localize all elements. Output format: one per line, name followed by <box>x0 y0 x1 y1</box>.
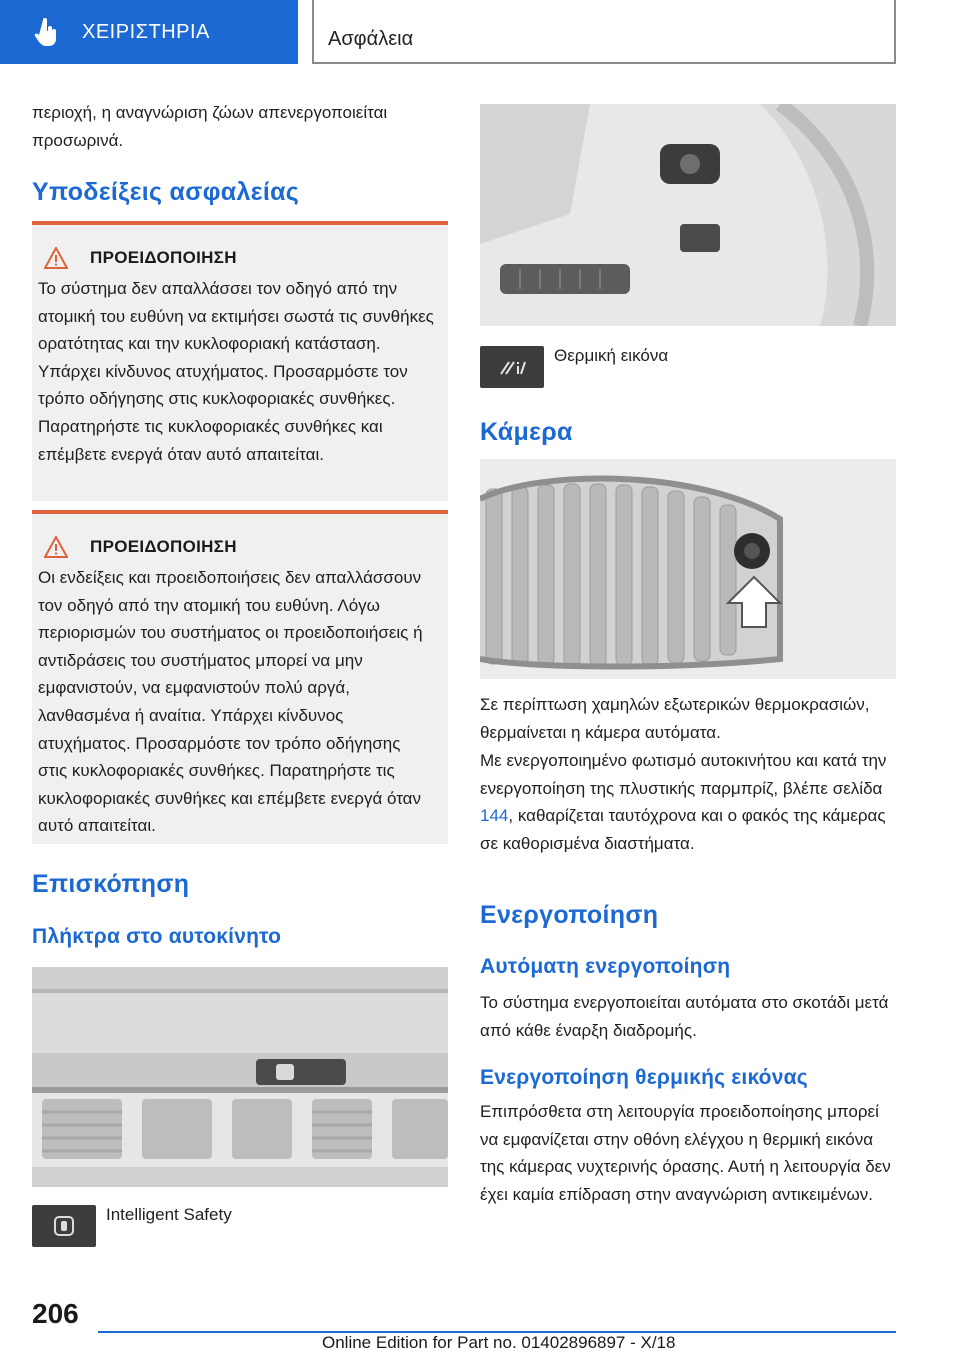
page-144-link[interactable]: 144 <box>480 806 509 825</box>
warning-box-2-label: ΠΡΟΕΙΔΟΠΟΙΗΣΗ <box>90 537 237 556</box>
safety-notes-heading: Υποδείξεις ασφαλείας <box>32 178 300 206</box>
warning-triangle-icon <box>44 247 68 269</box>
thermal-image-activation-paragraph: Επιπρόσθετα στη λειτουργία προειδοποίησης μπορεί να εμφανίζεται στην οθόνη ελέγχου η θερμική εικόνα της κάμερας νυχτερινής όρασης. Αυτή η λειτουργία δεν έχει καμία επίδραση στην αναγνώριση αντικειμένων. <box>480 1102 891 1204</box>
camera-cleaning-paragraph <box>480 747 896 857</box>
camera-grille-illustration <box>480 459 896 679</box>
intelligent-safety-caption: Intelligent Safety <box>106 1205 232 1224</box>
steering-column-photo <box>480 104 896 326</box>
thermal-image-caption: Θερμική εικόνα <box>554 346 669 365</box>
intelligent-safety-button-icon <box>32 1205 96 1247</box>
camera-grille-photo <box>480 459 896 679</box>
automatic-activation-paragraph: Το σύστημα ενεργοποιείται αυτόματα στο σκοτάδι μετά από κάθε έναρξη διαδρομής. <box>480 993 889 1040</box>
page-number: 206 <box>32 1298 79 1329</box>
warning-box-1 <box>32 221 448 501</box>
warning-box-1-text: Το σύστημα δεν απαλλάσσει τον οδηγό από την ατομική του ευθύνη να εκτιμήσει σωστά τις συνθήκες ορατότητας και την κυκλοφοριακή κατάσταση. Υπάρχει κίνδυνος ατυχήματος. Προσαρμόστε τον τρόπο οδήγησης στις κυκλοφοριακές συνθήκες. Παρατηρήστε τις κυκλοφοριακές συνθήκες και επέμβετε ενεργά όταν αυτό απαιτείται. <box>38 279 434 464</box>
dashboard-button-photo <box>32 967 448 1187</box>
camera-heating-paragraph: Σε περίπτωση χαμηλών εξωτερικών θερμοκρασιών, θερμαίνεται η κάμερα αυτόματα. <box>480 695 870 742</box>
camera-cleaning-text-a: Με ενεργοποιημένο φωτισμό αυτοκινήτου και κατά την ενεργοποίηση της πλυστικής παρμπρίζ, βλέπε σελίδα <box>480 751 887 798</box>
warning-box-2-header <box>44 536 434 558</box>
warning-box-2 <box>32 510 448 844</box>
overview-heading: Επισκόπηση <box>32 870 190 898</box>
camera-cleaning-text-b: , καθαρίζεται ταυτόχρονα και ο φακός της κάμερας σε καθορισμένα διαστήματα. <box>480 806 886 853</box>
camera-heading: Κάμερα <box>480 418 573 446</box>
dashboard-illustration <box>32 967 448 1187</box>
warning-box-1-header <box>44 247 434 269</box>
intelligent-safety-caption-row <box>32 1205 232 1247</box>
footer-edition-text: Online Edition for Part no. 01402896897 - X/18 <box>322 1333 676 1352</box>
thermal-image-activation-heading: Ενεργοποίηση θερμικής εικόνας <box>480 1066 808 1089</box>
chapter-tab[interactable] <box>0 0 298 64</box>
page-header-title: Ασφάλεια <box>312 0 896 64</box>
activation-heading: Ενεργοποίηση <box>480 901 659 929</box>
intro-paragraph: περιοχή, η αναγνώριση ζώων απενεργοποιείται προσωρινά. <box>32 103 388 150</box>
thermal-image-button-icon <box>480 346 544 388</box>
thermal-image-caption-row <box>480 346 668 388</box>
steering-column-illustration <box>480 104 896 326</box>
warning-box-2-text: Οι ενδείξεις και προειδοποιήσεις δεν απαλλάσσουν τον οδηγό από την ατομική του ευθύνη. Λόγω περιορισμών του συστήματος οι προειδοποιήσεις ή αντιδράσεις του συστήματος μπορεί να μην εμφανιστούν, να εμφανιστούν πολύ αργά, λανθασμένα ή αναίτια. Υπάρχει κίνδυνος ατυχήματος. Προσαρμόστε τον τρόπο οδήγησης στις κυκλοφοριακές συνθήκες. Παρατηρήστε τις κυκλοφοριακές συνθήκες και επέμβετε ενεργά όταν αυτό απαιτείται. <box>38 568 423 836</box>
warning-triangle-icon <box>44 536 68 558</box>
hand-pointer-icon <box>34 18 60 46</box>
chapter-tab-label: ΧΕΙΡΙΣΤΗΡΙΑ <box>82 20 210 43</box>
warning-box-1-label: ΠΡΟΕΙΔΟΠΟΙΗΣΗ <box>90 248 237 267</box>
automatic-activation-heading: Αυτόματη ενεργοποίηση <box>480 955 731 978</box>
buttons-in-car-heading: Πλήκτρα στο αυτοκίνητο <box>32 925 282 948</box>
